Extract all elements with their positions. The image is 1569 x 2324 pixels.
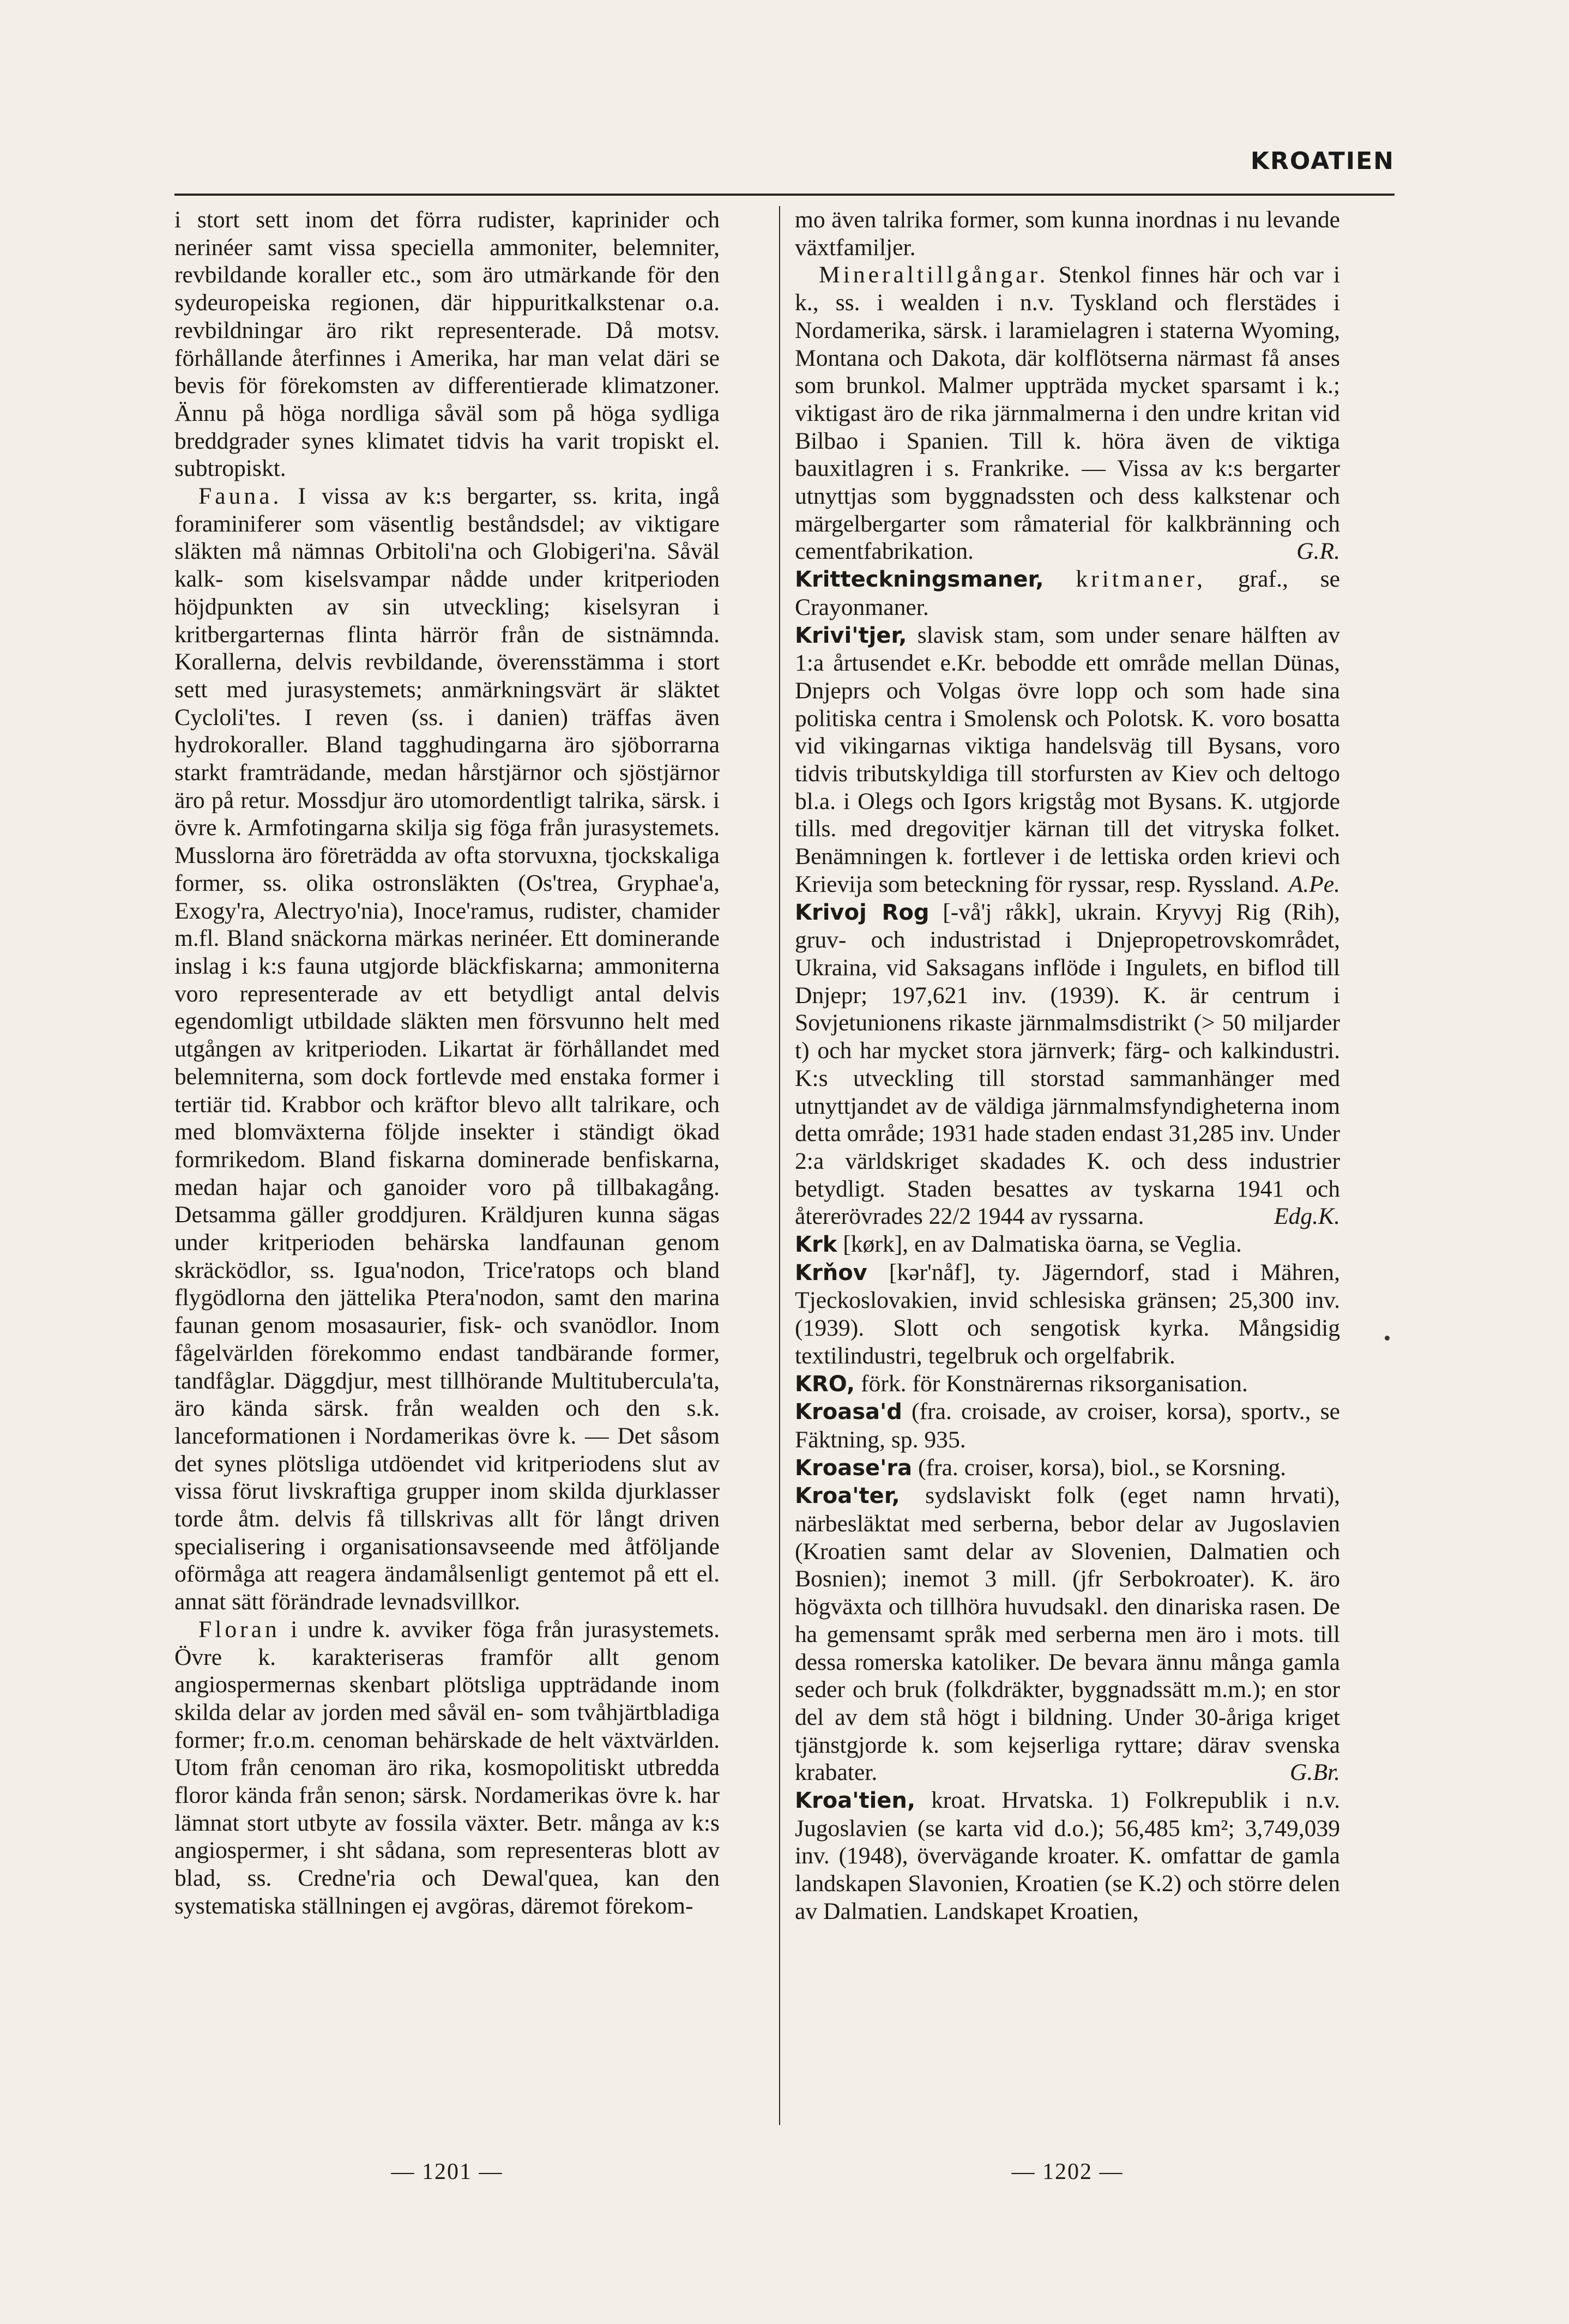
page-number-right: — 1202 — <box>1011 2159 1124 2184</box>
paragraph: mo även talrika former, som kunna inordnas i nu levande växtfamiljer. <box>795 207 1340 261</box>
entry-text: graf., se Crayonmaner. <box>795 566 1340 620</box>
entry-krivitjer <box>795 621 1340 898</box>
author-signature: G.Br. <box>1289 1759 1340 1786</box>
entry-text: slavisk stam, som under senare hälften av 1:a årtusendet e.Kr. bebodde ett område mellan Dünas, Dnjeprs och Volgas övre lopp och som hade sina politiska centra i Smolensk och Polotsk. K. voro bosatta vid vikingarnas viktiga handelsväg till Bysans, voro tidvis tributskyldiga till storfursten av Kiev och deltogo bl.a. i Olegs och Igors krigståg mot Bysans. K. utgjorde tills. med dregovitjer kärnan till det vitryska folket. Benämningen k. fortlever i de lettiska orden krievi och Krievija som beteckning för ryssar, resp. Ryssland. <box>795 621 1341 897</box>
entry-kroatien <box>795 1786 1340 1925</box>
entry-krivoj-rog <box>795 898 1340 1230</box>
entry-krk <box>795 1230 1340 1259</box>
entry-text: sydslaviskt folk (eget namn hrvati), närbesläktat med serberna, bebor delar av Jugoslavien (Kroatien samt delar av Slovenien, Dalmatien och Bosnien); inemot 3 mill. (jfr Serbokroater). K. äro högväxta och tillhöra huvudsakl. den dinariska rasen. De ha gemensamt språk med serberna men äro i mots. till dessa romerska katoliker. De bevara ännu många gamla seder och bruk (folkdräkter, byggnadssätt m.m.); en stor del av dem stå högt i bildning. Under 30-åriga kriget tjänstgjorde k. som kejserliga ryttare; därav svenska krabater. <box>795 1482 1340 1786</box>
header-rule <box>174 194 1395 196</box>
author-signature: A.Pe. <box>1288 871 1340 897</box>
entry-krnov <box>795 1259 1340 1370</box>
running-head-title: KROATIEN <box>1250 147 1395 175</box>
headword: Kritteckningsmaner, <box>795 567 1044 593</box>
headword: Kroa'ter, <box>795 1483 900 1509</box>
headword: Kroase'ra <box>795 1455 913 1481</box>
running-header <box>0 147 1569 185</box>
entry-text: (fra. croisade, av croiser, korsa), sportv., se Fäktning, sp. 935. <box>795 1398 1340 1453</box>
right-column <box>795 206 1340 1925</box>
entry-kritteckningsmaner <box>795 565 1340 621</box>
entry-text: (fra. croiser, korsa), biol., se Korsning. <box>918 1454 1286 1481</box>
entry-text: [kørk], en av Dalmatiska öarna, se Veglia. <box>843 1231 1242 1258</box>
paragraph-fauna <box>174 482 720 1616</box>
page-number-left: — 1201 — <box>391 2159 503 2184</box>
entry-kroasad <box>795 1398 1340 1453</box>
headword: Kroa'tien, <box>795 1788 916 1814</box>
paragraph-text: Stenkol finnes här och var i k., ss. i wealden i n.v. Tyskland och flerstädes i Nordamerika, särsk. i laramielagren i staterna Wyoming, Montana och Dakota, där kolflötserna närmast få anses som brunkol. Malmer uppträda mycket sparsamt i k.; viktigast äro de rika järnmalmerna i den undre kritan vid Bilbao i Spanien. Till k. höra även de viktiga bauxitlagren i s. Frankrike. — Vissa av k:s bergarter utnyttjas som byggnadssten och dess kalkstenar och märgelbergarter som råmaterial för kalkbränning och cementfabrikation. <box>795 262 1340 565</box>
entry-kroater <box>795 1482 1340 1786</box>
entry-text: förk. för Konstnärernas riksorganisation. <box>861 1370 1248 1397</box>
headword: KRO, <box>795 1371 855 1397</box>
entry-text: [kər'nåf], ty. Jägerndorf, stad i Mähren, Tjeckoslovakien, invid schlesiska gränsen; 25,300 inv. (1939). Slott och sengotisk kyrka. Mångsidig textilindustri, tegelbruk och orgelfabrik. <box>795 1259 1340 1369</box>
author-signature: Edg.K. <box>1274 1203 1340 1230</box>
author-signature: G.R. <box>1296 538 1340 565</box>
entry-text: kroat. Hrvatska. 1) Folkrepublik i n.v. Jugoslavien (se karta vid d.o.); 56,485 km²; 3,749,039 inv. (1948), övervägande kroater. K. omfattar de gamla landskapen Slavonien, Kroatien (se K.2) och större delen av Dalmatien. Landskapet Kroatien, <box>795 1787 1340 1924</box>
headword: Krivi'tjer, <box>795 623 907 648</box>
entry-kro <box>795 1370 1340 1398</box>
headword: Kroasa'd <box>795 1399 902 1425</box>
paragraph: i stort sett inom det förra rudister, kaprinider och nerinéer samt vissa speciella ammoniter, belemniter, revbildande koraller etc., som äro utmärkande för den sydeuropeiska regionen, där hippuritkalkstenar o.a. revbildningar äro rikt representerade. Då motsv. förhållande återfinnes i Amerika, har man velat däri se bevis för förekomsten av differentierade klimatzoner. Ännu på höga nordliga såväl som på höga sydliga breddgrader synes klimatet tidvis ha varit tropiskt el. subtropiskt. <box>174 207 720 482</box>
variant: kritmaner, <box>1076 566 1206 593</box>
headword: Krk <box>795 1232 837 1258</box>
entry-kroasera <box>795 1454 1340 1482</box>
print-speck <box>1385 1336 1390 1341</box>
paragraph-text: i undre k. avviker föga från jurasystemets. Övre k. karakteriseras framför allt genom angiospermernas skenbart plötsliga uppträdande inom skilda delar av jorden med såväl en- som tvåhjärtbladiga former; fr.o.m. cenoman behärskade de helt växtvärlden. Utom från cenoman äro rika, kosmopolitiskt utbredda floror kända från senon; särsk. Nordamerikas övre k. har lämnat stort utbyte av fossila växter. Betr. många av k:s angiospermer, i sht sådana, som representeras blott av blad, ss. Credne'ria och Dewal'quea, kan den systematiska ställningen ej avgöras, däremot förekom- <box>174 1616 720 1919</box>
section-label: Floran <box>198 1616 280 1643</box>
section-label: Fauna. <box>198 483 282 510</box>
section-label: Mineraltillgångar. <box>819 262 1049 288</box>
column-divider <box>779 206 780 2125</box>
headword: Krivoj Rog <box>795 900 930 925</box>
entry-text: [-vå'j råkk], ukrain. Kryvyj Rig (Rih), gruv- och industristad i Dnjepropetrovskområdet, Ukraina, vid Saksagans inflöde i Ingulets, en biflod till Dnjepr; 197,621 inv. (1939). K. är centrum i Sovjetunionens rikaste järnmalmsdistrikt (> 50 miljarder t) och har mycket stora järnverk; färg- och kalkindustri. K:s utveckling till storstad sammanhänger med utnyttjandet av de väldiga järnmalmsfyndigheterna inom detta område; 1931 hade staden endast 31,285 inv. Under 2:a världskriget skadades K. och dess industrier betydligt. Staden besattes av tyskarna 1941 och återerövrades 22/2 1944 av ryssarna. <box>795 898 1340 1230</box>
paragraph-flora <box>174 1616 720 1920</box>
paragraph-mineral <box>795 261 1340 565</box>
paragraph-text: I vissa av k:s bergarter, ss. krita, ingå foraminiferer som väsentlig beståndsdel; av viktigare släkten må nämnas Orbitoli'na och Globigeri'na. Såväl kalk- som kiselsvampar nådde under kritperioden höjdpunkten av sin utveckling; kiselsyran i kritbergarternas flinta härrör från de sistnämnda. Korallerna, delvis revbildande, överensstämma i stort sett med jurasystemets; anmärkningsvärt är släktet Cycloli'tes. I reven (ss. i danien) träffas även hydrokoraller. Bland tagghudingarna äro sjöborrarna starkt framträdande, medan hårstjärnor och sjöstjärnor äro på retur. Mossdjur äro utomordentligt talrika, särsk. i övre k. Armfotingarna skilja sig föga från jurasystemets. Musslorna äro företrädda av ofta storvuxna, tjockskaliga former, ss. olika ostronsläkten (Os'trea, Gryphae'a, Exogy'ra, Alectryo'nia), Inoce'ramus, rudister, chamider m.fl. Bland snäckorna märkas nerinéer. Ett dominerande inslag i k:s fauna utgjorde bläckfiskarna; ammoniterna voro representerade av ett betydligt antal delvis egendomligt utbildade släkten men försvunno helt med utgången av kritperioden. Likartat är förhållandet med belemniterna, som dock fortlevde med enstaka former i tertiär tid. Krabbor och kräftor blevo allt talrikare, och med blomväxterna följde insekter i ständigt ökad formrikedom. Bland fiskarna dominerade benfiskarna, medan hajar och ganoider voro på tillbakagång. Detsamma gäller groddjuren. Kräldjuren kunna sägas under kritperioden behärska landfaunan genom skräcködlor, ss. Igua'nodon, Trice'ratops och bland flygödlorna den jättelika Ptera'nodon, samt den marina faunan genom mosasaurier, fisk- och svanödlor. Inom fågelvärlden förekommo endast tandbärande former, tandfåglar. Däggdjur, mest tillhörande Multitubercula'ta, äro kända särsk. från wealden och den s.k. lanceformationen i Nordamerikas övre k. — Det såsom det synes plötsliga utdöendet vid kritperiodens slut av vissa förut livskraftiga grupper inom skilda djurklasser torde åtm. delvis få tillskrivas allt för långt driven specialisering i organisationsavseende med åtföljande oförmåga att reagera ändamålsenligt gentemot på ett el. annat sätt förändrade levnadsvillkor. <box>174 483 720 1615</box>
headword: Krňov <box>795 1260 867 1285</box>
left-column <box>174 206 720 1920</box>
